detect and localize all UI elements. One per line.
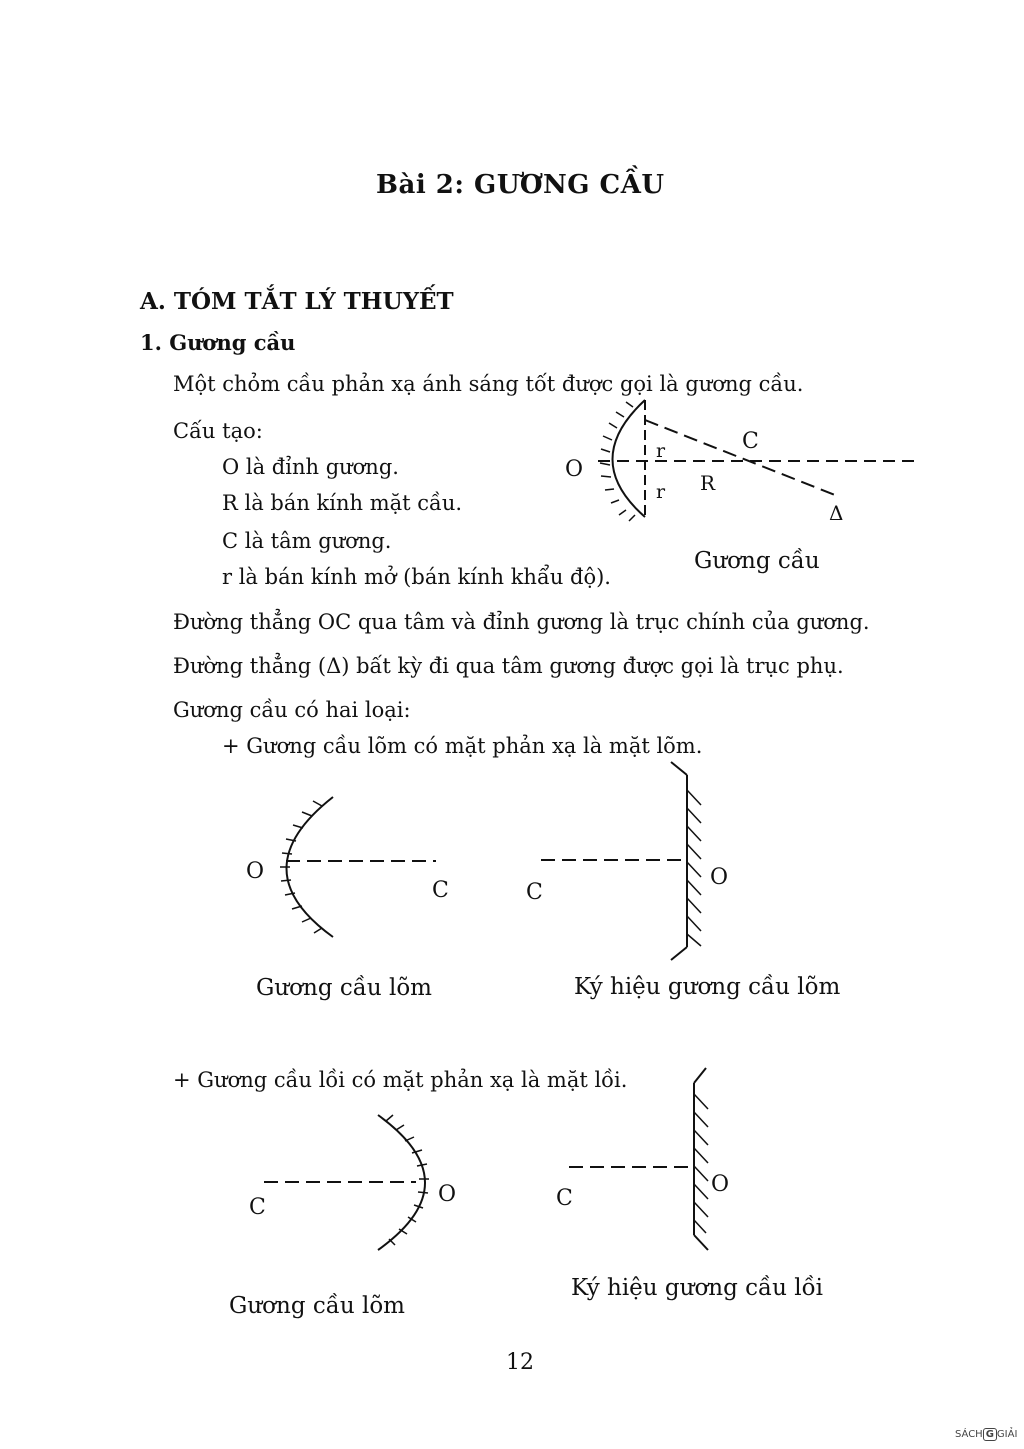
- figure-caption: Ký hiệu gương cầu lõm: [574, 974, 841, 1000]
- aperture-label-r-top: r: [656, 440, 666, 462]
- center-label-c: C: [526, 880, 543, 905]
- end-tick-top: [671, 762, 687, 775]
- watermark-text-a: SÁCH: [955, 1429, 983, 1440]
- aperture-label-r-bottom: r: [656, 481, 666, 503]
- mirror-hatching: [694, 1094, 708, 1233]
- center-label-c: C: [742, 429, 759, 454]
- mirror-hatching: [386, 1115, 429, 1245]
- center-label-c: C: [432, 878, 449, 903]
- main-axis-text: Đường thẳng OC qua tâm và đỉnh gương là trục chính của gương.: [173, 610, 870, 634]
- structure-item: C là tâm gương.: [222, 529, 392, 553]
- mirror-types-text: Gương cầu có hai loại:: [173, 698, 411, 722]
- end-tick-bottom: [671, 947, 687, 960]
- mirror-arc: [287, 797, 334, 937]
- mirror-hatching: [280, 801, 322, 933]
- structure-item: R là bán kính mặt cầu.: [222, 491, 463, 515]
- mirror-hatching: [687, 790, 701, 946]
- concave-description: + Gương cầu lõm có mặt phản xạ là mặt lõm.: [222, 734, 703, 758]
- watermark-text-b: GIẢI: [996, 1429, 1018, 1440]
- intro-text: Một chỏm cầu phản xạ ánh sáng tốt được gọi là gương cầu.: [173, 372, 804, 396]
- vertex-label-o: O: [565, 457, 584, 482]
- end-tick-top: [694, 1068, 706, 1083]
- concave-symbol-diagram: [541, 762, 701, 960]
- vertex-label-o: O: [710, 865, 729, 890]
- figure-caption: Gương cầu lõm: [229, 1293, 405, 1319]
- section-a-heading: A. TÓM TẮT LÝ THUYẾT: [140, 288, 454, 315]
- spherical-mirror-diagram: [598, 400, 915, 521]
- center-label-c: C: [556, 1186, 573, 1211]
- vertex-label-o: O: [438, 1182, 457, 1207]
- figure-caption: Ký hiệu gương cầu lồi: [571, 1275, 824, 1301]
- end-tick-bottom: [694, 1235, 708, 1250]
- figure-caption: Gương cầu: [694, 548, 820, 574]
- structure-item: r là bán kính mở (bán kính khẩu độ).: [222, 565, 611, 589]
- figure-caption: Gương cầu lõm: [256, 975, 432, 1001]
- convex-mirror-diagram: [264, 1115, 429, 1250]
- mirror-arc: [613, 400, 646, 517]
- vertex-label-o: O: [711, 1172, 730, 1197]
- structure-heading: Cấu tạo:: [173, 419, 263, 443]
- page-title: Bài 2: GƯƠNG CẦU: [376, 170, 665, 200]
- vertex-label-o: O: [246, 859, 265, 884]
- subsection-heading: 1. Gương cầu: [140, 330, 296, 355]
- radius-label-r: R: [700, 471, 716, 495]
- convex-symbol-diagram: [569, 1068, 708, 1250]
- center-label-c: C: [249, 1195, 266, 1220]
- structure-item: O là đỉnh gương.: [222, 455, 399, 479]
- convex-description: + Gương cầu lồi có mặt phản xạ là mặt lồi.: [173, 1068, 628, 1092]
- watermark-logo: [955, 1428, 1017, 1441]
- watermark-box: G: [983, 1428, 997, 1441]
- page-number: 12: [506, 1350, 534, 1375]
- axis-label-delta: Δ: [829, 501, 844, 525]
- concave-mirror-diagram: [280, 797, 436, 937]
- secondary-axis-text: Đường thẳng (Δ) bất kỳ đi qua tâm gương được gọi là trục phụ.: [173, 654, 844, 678]
